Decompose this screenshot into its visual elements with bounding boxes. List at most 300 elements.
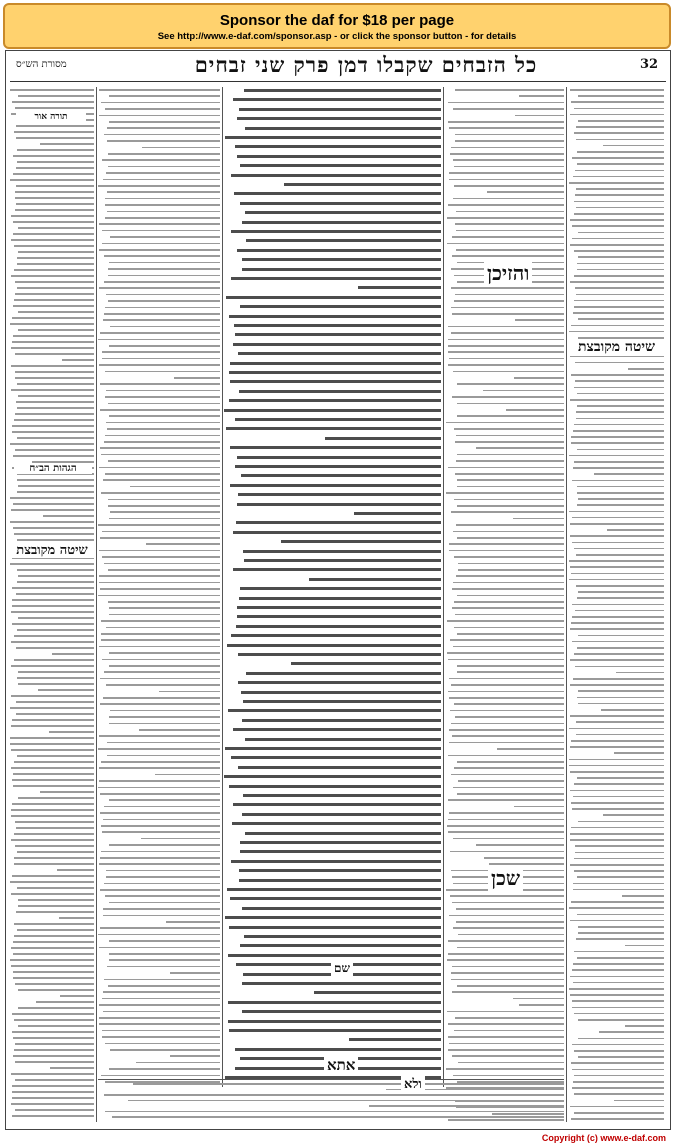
text-line [239, 108, 441, 111]
text-line [227, 888, 441, 891]
text-line [577, 163, 664, 165]
text-line [236, 625, 441, 628]
text-line [235, 333, 441, 336]
text-line [454, 627, 564, 629]
text-line [571, 374, 664, 376]
text-line [454, 703, 564, 705]
text-line [454, 556, 564, 558]
text-line [453, 1075, 564, 1077]
text-line [576, 411, 664, 413]
text-line [449, 179, 564, 181]
text-line [234, 324, 441, 327]
text-line [244, 935, 441, 938]
text-line [569, 907, 664, 909]
text-line [455, 614, 564, 616]
header-rule [10, 81, 666, 82]
text-line [519, 95, 564, 97]
text-line [43, 515, 94, 517]
text-line [457, 947, 564, 949]
text-line [237, 155, 441, 158]
text-line [235, 465, 441, 468]
text-line [448, 799, 564, 801]
text-line [99, 364, 220, 366]
text-line [225, 747, 441, 750]
text-line [231, 230, 441, 233]
text-line [451, 979, 564, 981]
text-line [103, 819, 220, 821]
text-line [102, 531, 220, 533]
text-line [448, 659, 564, 661]
text-line [242, 268, 441, 271]
text-line [12, 875, 94, 877]
text-line [237, 456, 441, 459]
text-line [449, 543, 564, 545]
text-line [40, 791, 94, 793]
text-line [570, 523, 664, 525]
text-line [14, 533, 94, 535]
text-line [15, 197, 94, 199]
text-line [571, 442, 664, 444]
text-line [16, 185, 94, 187]
text-line [577, 597, 664, 599]
text-line [242, 907, 441, 910]
text-line [110, 710, 220, 712]
text-line [578, 926, 664, 928]
text-line [109, 518, 220, 520]
text-line [100, 678, 220, 680]
text-line [102, 1036, 220, 1038]
text-line [107, 755, 220, 757]
text-line [448, 351, 564, 353]
text-line [456, 460, 564, 462]
text-line [13, 977, 94, 979]
text-line [625, 945, 664, 947]
text-line [238, 493, 441, 496]
text-line [574, 132, 664, 134]
text-line [15, 293, 94, 295]
text-line [458, 934, 564, 936]
text-line [17, 581, 94, 583]
text-line [11, 839, 94, 841]
text-line [12, 605, 94, 607]
text-line [235, 418, 441, 421]
text-line [104, 563, 220, 565]
text-line [484, 857, 564, 859]
text-line [447, 1011, 564, 1013]
text-line [100, 588, 220, 590]
text-line [107, 428, 220, 430]
masoret-header: מסורת הש״ס [16, 59, 67, 70]
text-line [109, 121, 220, 123]
text-line [447, 959, 564, 961]
text-line [225, 916, 441, 919]
text-line [107, 140, 220, 142]
text-line [13, 527, 94, 529]
text-line [447, 620, 564, 622]
text-line [17, 263, 94, 265]
text-line [110, 511, 220, 513]
text-line [452, 255, 564, 257]
text-line [573, 176, 664, 178]
text-line [570, 659, 664, 661]
text-line [570, 790, 664, 792]
text-line [457, 671, 564, 673]
text-line [100, 857, 220, 859]
text-line [108, 153, 220, 155]
text-line [10, 521, 94, 523]
text-line [457, 761, 564, 763]
text-line [242, 1010, 441, 1013]
text-line [105, 371, 220, 373]
text-line [446, 422, 564, 424]
text-line [11, 641, 94, 643]
text-line [13, 773, 94, 775]
text-line [239, 869, 441, 872]
text-line [12, 101, 94, 103]
text-line [109, 799, 220, 801]
text-line [98, 185, 220, 187]
text-line [11, 365, 94, 367]
text-line [572, 1044, 664, 1046]
text-line [245, 738, 441, 741]
text-line [569, 765, 664, 767]
text-line [128, 1100, 564, 1102]
text-line [159, 691, 220, 693]
text-line [14, 833, 94, 835]
text-line [16, 701, 94, 703]
text-line [452, 735, 564, 737]
text-line [456, 921, 564, 923]
text-line [102, 556, 220, 558]
text-line [227, 644, 441, 647]
text-line [449, 127, 564, 129]
text-line [109, 959, 220, 961]
text-line [599, 1031, 664, 1033]
text-line [574, 424, 664, 426]
text-line [100, 537, 220, 539]
text-line [449, 697, 564, 699]
text-line [99, 947, 220, 949]
text-line [573, 963, 664, 965]
text-line [13, 1037, 94, 1039]
text-line [49, 731, 94, 733]
text-line [229, 315, 441, 318]
text-line [15, 377, 94, 379]
text-line [454, 601, 564, 603]
text-line [452, 1055, 564, 1057]
text-line [224, 409, 441, 412]
text-line [448, 339, 564, 341]
text-line [577, 647, 664, 649]
text-line [18, 797, 94, 799]
text-line [133, 1083, 564, 1085]
text-line [614, 752, 664, 754]
text-line [18, 95, 94, 97]
text-line [570, 114, 664, 116]
text-line [449, 742, 564, 744]
text-line [100, 703, 220, 705]
text-line [447, 243, 564, 245]
text-line [246, 239, 441, 242]
text-line [577, 486, 664, 488]
text-line [11, 809, 94, 811]
text-line [17, 383, 94, 385]
sponsor-banner[interactable] [3, 3, 671, 49]
text-line [17, 677, 94, 679]
text-line [236, 521, 441, 524]
text-line [240, 305, 441, 308]
text-line [448, 819, 564, 821]
text-line [12, 599, 94, 601]
text-line [230, 380, 441, 383]
text-line [237, 117, 441, 120]
text-line [11, 275, 94, 277]
text-line [513, 998, 564, 1000]
text-line [448, 345, 564, 347]
text-line [457, 403, 564, 405]
shita-mekubetzet-right-heading: שיטה מקובצת [569, 339, 664, 356]
text-line [452, 966, 564, 968]
text-line [245, 832, 441, 835]
text-line [15, 191, 94, 193]
text-line [109, 614, 220, 616]
text-line [571, 901, 664, 903]
text-line [98, 595, 220, 597]
text-line [17, 887, 94, 889]
text-line [104, 255, 220, 257]
text-line [235, 145, 441, 148]
text-line [448, 1023, 564, 1025]
text-line [17, 407, 94, 409]
text-line [103, 1011, 220, 1013]
text-line [577, 269, 664, 271]
sponsor-title[interactable]: Sponsor the daf for $18 per page [219, 12, 455, 29]
text-line [112, 1116, 564, 1118]
text-line [243, 794, 441, 797]
text-line [574, 275, 664, 277]
gemara-caption-word: שם [331, 961, 353, 976]
text-line [575, 380, 664, 382]
text-line [448, 326, 564, 328]
text-line [449, 172, 564, 174]
text-line [12, 719, 94, 721]
text-line [11, 893, 94, 895]
text-line [16, 713, 94, 715]
text-line [99, 767, 220, 769]
text-line [574, 653, 664, 655]
text-line [103, 991, 220, 993]
text-line [451, 511, 564, 513]
page-number: 32 [640, 57, 659, 72]
text-line [101, 492, 220, 494]
text-line [570, 89, 664, 91]
text-line [456, 435, 564, 437]
text-line [576, 418, 664, 420]
text-line [11, 947, 94, 949]
text-line [244, 559, 441, 562]
text-line [573, 312, 664, 314]
text-line [102, 351, 220, 353]
text-line [11, 611, 94, 613]
shita-mekubetzet-left-heading: שיטה מקובצת [10, 542, 94, 558]
text-line [243, 550, 441, 553]
text-line [574, 1013, 664, 1015]
text-line [101, 633, 220, 635]
text-line [100, 447, 220, 449]
text-line [12, 587, 94, 589]
text-line [454, 166, 564, 168]
text-line [237, 606, 441, 609]
text-line [571, 802, 664, 804]
text-line [573, 467, 664, 469]
text-line [108, 569, 220, 571]
text-line [457, 537, 564, 539]
text-line [577, 876, 664, 878]
text-line [456, 524, 564, 526]
text-line [449, 678, 564, 680]
text-line [574, 858, 664, 860]
text-line [576, 554, 664, 556]
text-line [578, 1056, 664, 1058]
text-line [575, 845, 664, 847]
text-line [457, 985, 564, 987]
text-line [11, 749, 94, 751]
text-line [17, 569, 94, 571]
text-line [578, 703, 664, 705]
text-line [354, 512, 441, 515]
text-line [40, 143, 94, 145]
text-line [576, 207, 664, 209]
text-line [57, 869, 94, 871]
text-line [577, 914, 664, 916]
text-line [15, 983, 94, 985]
text-line [448, 831, 564, 833]
text-line [108, 601, 220, 603]
text-line [578, 120, 664, 122]
text-line [603, 814, 664, 816]
text-line [102, 243, 220, 245]
text-line [451, 307, 564, 309]
text-line [455, 134, 564, 136]
text-line [16, 137, 94, 139]
text-line [13, 173, 94, 175]
text-line [105, 198, 220, 200]
text-line [240, 850, 441, 853]
text-line [573, 883, 664, 885]
text-line [449, 550, 564, 552]
text-line [99, 550, 220, 552]
text-line [578, 498, 664, 500]
text-line [451, 774, 564, 776]
text-line [105, 435, 220, 437]
text-line [166, 921, 220, 923]
text-line [99, 223, 220, 225]
text-line [233, 803, 441, 806]
text-line [18, 227, 94, 229]
copyright-notice[interactable]: Copyright (c) www.e-daf.com [541, 1133, 666, 1143]
text-line [109, 607, 220, 609]
text-line [14, 1019, 94, 1021]
text-line [571, 101, 664, 103]
text-line [146, 543, 220, 545]
text-line [358, 286, 441, 289]
text-line [455, 473, 564, 475]
text-line [108, 403, 220, 405]
text-line [577, 393, 664, 395]
text-line [570, 281, 664, 283]
text-line [457, 486, 564, 488]
text-line [453, 531, 564, 533]
text-line [448, 102, 564, 104]
text-line [576, 734, 664, 736]
text-line [12, 803, 94, 805]
text-line [240, 587, 441, 590]
text-line [450, 895, 564, 897]
sponsor-subtitle[interactable]: See http://www.e-daf.com/sponsor.asp - or click the sponsor button - for details [157, 31, 517, 42]
divider-3 [222, 87, 223, 1087]
text-line [130, 486, 220, 488]
text-line [106, 876, 220, 878]
text-line [99, 287, 220, 289]
text-line [607, 529, 664, 531]
text-line [50, 1067, 94, 1069]
text-line [451, 287, 564, 289]
text-line [570, 1106, 664, 1108]
text-line [575, 362, 664, 364]
text-line [17, 437, 94, 439]
text-line [576, 139, 664, 141]
text-line [574, 387, 664, 389]
text-line [170, 1055, 220, 1057]
text-line [109, 723, 220, 725]
text-line [13, 503, 94, 505]
running-title: כל הזבחים שקבלו דמן פרק שני זבחים [194, 52, 538, 77]
divider-2 [443, 87, 444, 1087]
text-line [99, 735, 220, 737]
text-line [101, 825, 220, 827]
text-line [449, 812, 564, 814]
text-line [104, 134, 220, 136]
text-line [228, 1001, 441, 1004]
text-line [513, 518, 564, 520]
text-line [569, 455, 664, 457]
text-line [105, 1111, 564, 1113]
text-line [349, 1038, 441, 1041]
text-line [105, 1043, 220, 1045]
text-line [12, 1091, 94, 1093]
text-line [104, 313, 220, 315]
text-line [141, 838, 220, 840]
text-line [625, 1025, 664, 1027]
text-line [574, 1050, 664, 1052]
text-line [575, 852, 664, 854]
text-line [109, 652, 220, 654]
text-line [458, 1062, 564, 1064]
text-line [17, 539, 94, 541]
text-line [578, 635, 664, 637]
text-line [230, 362, 441, 365]
text-line [110, 236, 220, 238]
text-line [451, 684, 564, 686]
text-line [575, 287, 664, 289]
text-line [454, 428, 564, 430]
text-line [98, 339, 220, 341]
text-line [514, 377, 564, 379]
text-line [105, 396, 220, 398]
text-line [570, 994, 664, 996]
text-line [456, 575, 564, 577]
text-line [233, 568, 441, 571]
